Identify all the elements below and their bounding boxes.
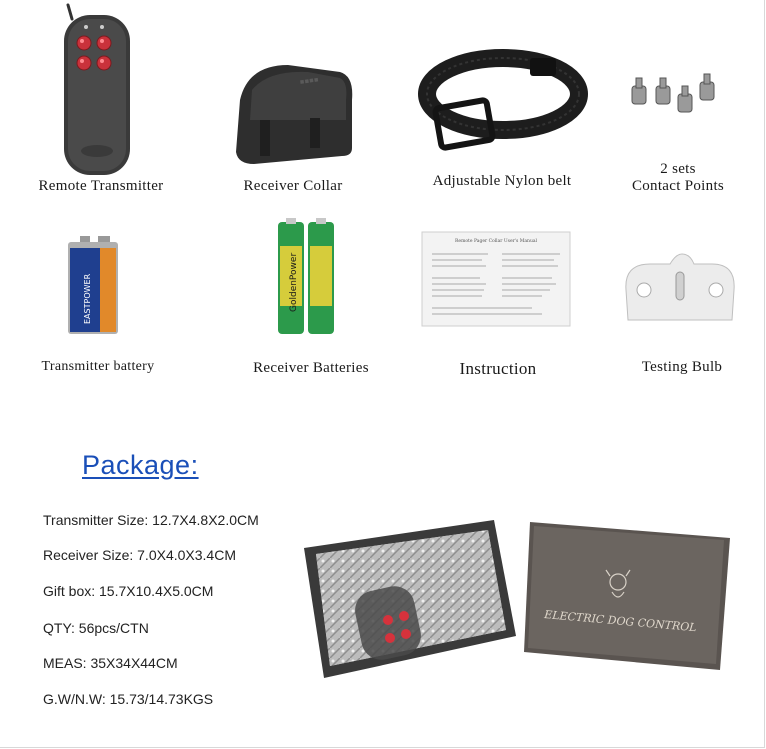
battery-brand-text: EASTPOWER [83,273,92,324]
manual-title-text: Remote Pager Collar User's Manual [455,239,537,244]
nylon-belt-image [418,44,588,154]
gift-box-open-image [300,518,520,678]
spec-weight: G.W/N.W: 15.73/14.73KGS [43,691,214,707]
item-label-contact-points-line1: 2 sets [660,161,696,177]
item-label-contact-points-line2: Contact Points [631,178,725,194]
spec-gift-box: Gift box: 15.7X10.4X5.0CM [43,583,214,599]
remote-transmitter-image [60,5,140,175]
receiver-collar-image [228,60,358,170]
testing-bulb-image [620,250,740,330]
spec-receiver-size: Receiver Size: 7.0X4.0X3.4CM [43,547,236,563]
package-title: Package: [82,450,199,480]
item-label-remote-transmitter: Remote Transmitter [38,178,164,194]
item-label-receiver-batteries: Receiver Batteries [253,360,369,376]
item-label-transmitter-battery: Transmitter battery [41,359,155,374]
svg-text:▪▪▪▪: ▪▪▪▪ [299,75,320,86]
transmitter-battery-image [66,234,126,334]
gift-box-lid-image [524,520,734,670]
instruction-manual-image [422,232,572,328]
item-label-instruction: Instruction [459,359,537,378]
receiver-batteries-image [274,216,338,336]
spec-qty: QTY: 56pcs/CTN [43,620,149,636]
spec-meas: MEAS: 35X34X44CM [43,655,178,671]
item-label-testing-bulb: Testing Bulb [641,359,723,375]
contact-points-image [628,72,728,122]
item-label-receiver-collar: Receiver Collar [243,178,343,194]
spec-transmitter-size: Transmitter Size: 12.7X4.8X2.0CM [43,512,259,528]
item-label-nylon-belt: Adjustable Nylon belt [432,173,572,189]
box-lid-text: ELECTRIC DOG CONTROL [543,608,698,635]
aa-battery-brand-text: GoldenPower [289,252,299,312]
